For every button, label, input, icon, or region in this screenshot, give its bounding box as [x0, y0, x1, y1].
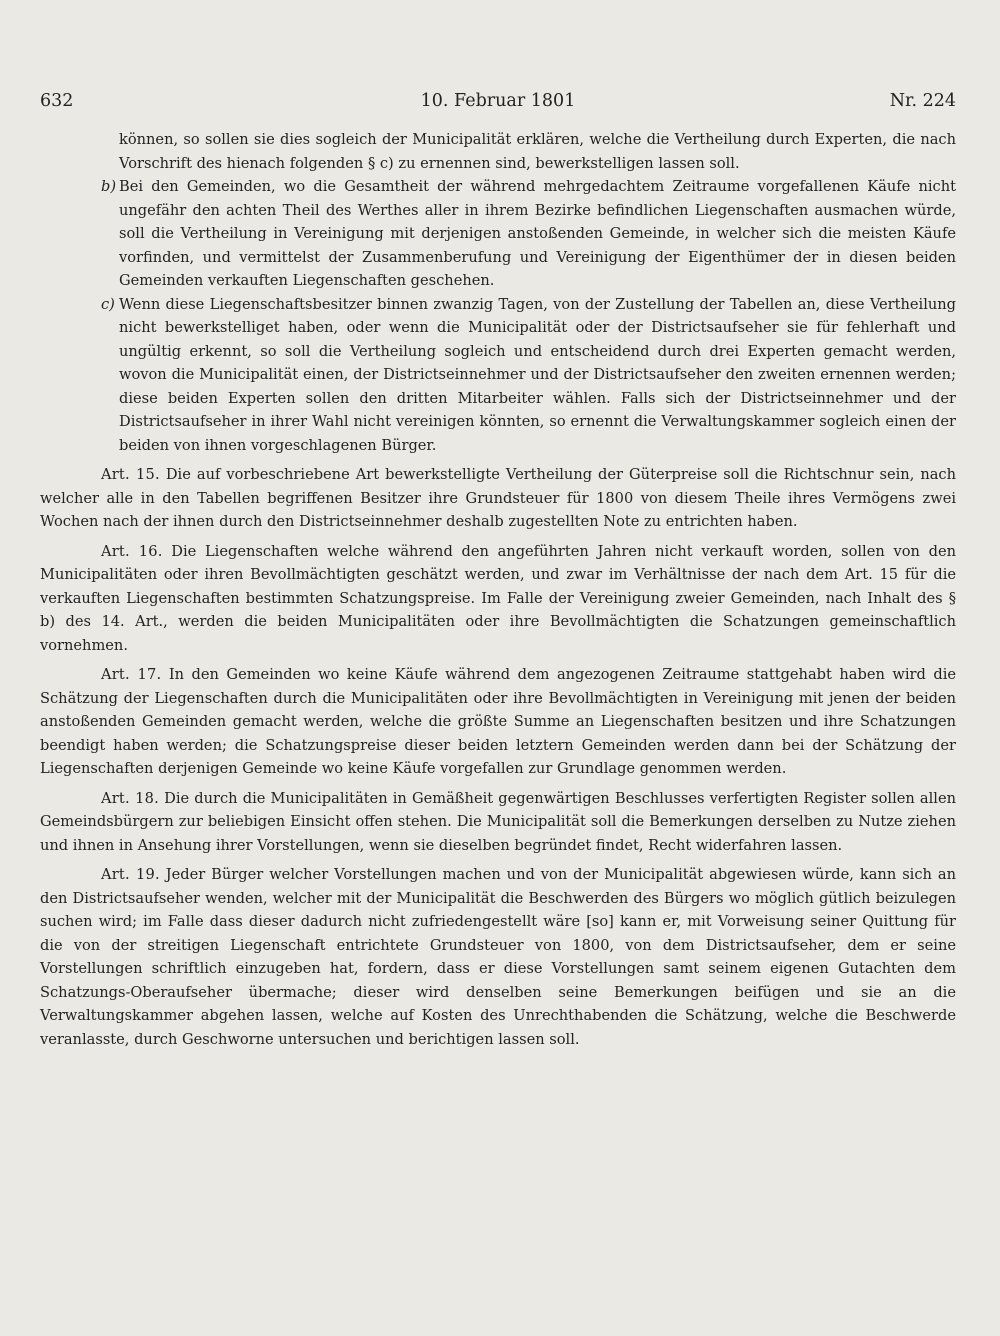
document-number: Nr. 224 [889, 91, 956, 111]
article-19 [40, 863, 956, 1051]
article-text: Jeder Bürger welcher Vorstellungen machen und von der Municipalität abgewiesen würde, kann sich an den Districtsaufseher wenden, welcher mit der Municipalität die Beschwerden des Bürgers wo möglich gütlich beizulegen suchen wird; im Falle dass dieser dadurch nicht zufriedengestellt wäre [so] kann er, mit Vorweisung seiner Quittung für die von der streitigen Liegenschaft entrichtete Grundsteuer von 1800, von dem Districtsaufseher, dem er seine Vorstellungen schriftlich einzugeben hat, fordern, dass er diese Vorstellungen samt seinem eigenen Gutachten dem Schatzungs-Oberaufseher übermache; dieser wird denselben seine Bemerkungen beifügen und sie an die Verwaltungskammer abgehen lassen, welche auf Kosten des Unrechthabenden die Schätzung, welche die Beschwerde veranlasste, durch Geschworne untersuchen und berichtigen lassen soll. [40, 866, 956, 1048]
article-text: Die durch die Municipalitäten in Gemäßheit gegenwärtigen Beschlusses verfertigten Register sollen allen Gemeindsbürgern zur beliebigen Einsicht offen stehen. Die Municipalität soll die Bemerkungen derselben zu Nutze ziehen und ihnen in Ansehung ihrer Vorstellungen, wenn sie dieselben begründet findet, Recht widerfahren lassen. [40, 789, 956, 854]
article-text: Die auf vorbeschriebene Art bewerkstelligte Vertheilung der Güterpreise soll die Richtschnur sein, nach welcher alle in den Tabellen begriffenen Besitzer ihre Grundsteuer für 1800 von diesem Theile ihres Vermögens zwei Wochen nach der ihnen durch den Districtseinnehmer deshalb zugestellten Note zu entrichten haben. [40, 466, 957, 530]
header-date: 10. Februar 1801 [420, 91, 576, 111]
list-item-label: c) [101, 295, 115, 313]
list-item-c [40, 293, 956, 458]
continuation-paragraph: können, so sollen sie dies sogleich der Municipalität erklären, welche die Vertheilung durch Experten, die nach Vorschrift des hienach folgenden § c) zu ernennen sind, bewerkstelligen lassen soll. [119, 131, 956, 172]
page-number: 632 [40, 91, 74, 111]
article-label: Art. 15. [101, 466, 160, 483]
article-label: Art. 17. [101, 666, 162, 683]
article-label: Art. 16. [101, 542, 163, 560]
list-item-label: b) [101, 178, 117, 195]
article-text: In den Gemeinden wo keine Käufe während dem angezogenen Zeitraume stattgehabt haben wird die Schätzung der Liegenschaften durch die Municipalitäten oder ihre Bevollmächtigten in Vereinigung mit jenen der beiden anstoßenden Gemeinden gemacht werden, welche die größte Summe an Liegenschaften besitzen und ihre Schatzungen beendigt haben werden; die Schatzungspreise dieser beiden letztern Gemeinden werden dann bei der Schätzung der Liegenschaften derjenigen Gemeinde wo keine Käufe vorgefallen zur Grundlage genommen werden. [40, 666, 956, 777]
article-text: Die Liegenschaften welche während den angeführten Jahren nicht verkauft worden, sollen von den Municipalitäten oder ihren Bevollmächtigten geschätzt werden, und zwar im Verhältnisse der nach dem Art. 15 für die verkauften Liegenschaften bestimmten Schatzungspreise. Im Falle der Vereinigung zweier Gemeinden, nach Inhalt des § b) des 14. Art., werden die beiden Municipalitäten oder ihre Bevollmächtigten die Schatzungen gemeinschaftlich vornehmen. [40, 542, 956, 654]
article-label: Art. 18. [101, 789, 159, 807]
list-item-text: Wenn diese Liegenschaftsbesitzer binnen zwanzig Tagen, von der Zustellung der Tabellen an, diese Vertheilung nicht bewerkstelliget haben, oder wenn die Municipalität oder der Districtsaufseher sie für fehlerhaft und ungültig erkennt, so soll die Vertheilung sogleich und entscheidend durch drei Experten gemacht werden, wovon die Municipalität einen, der Districtseinnehmer und der Districtsaufseher den zweiten ernennen werden; diese beiden Experten sollen den dritten Mitarbeiter wählen. Falls sich der Districtseinnehmer und der Districtsaufseher in ihrer Wahl nicht vereinigen könnten, so ernennt die Verwaltungskammer sogleich einen der beiden von ihnen vorgeschlagenen Bürger. [119, 295, 956, 454]
list-item-b [40, 175, 956, 293]
article-16 [40, 540, 956, 658]
article-15 [40, 463, 956, 534]
article-18 [40, 787, 956, 858]
article-17 [40, 663, 956, 781]
document-body [40, 128, 956, 1051]
page-header [40, 88, 956, 114]
article-label: Art. 19. [101, 866, 160, 883]
list-item-text: Bei den Gemeinden, wo die Gesamtheit der während mehrgedachtem Zeitraume vorgefallenen Käufe nicht ungefähr den achten Theil des Werthes aller in ihrem Bezirke befindlichen Liegenschaften ausmachen würde, soll die Vertheilung in Vereinigung mit derjenigen anstoßenden Gemeinde, in welcher sich die meisten Käufe vorfinden, und vermittelst der Zusammenberufung und Vereinigung der Eigenthümer der in diesen beiden Gemeinden verkauften Liegenschaften geschehen. [119, 178, 956, 289]
